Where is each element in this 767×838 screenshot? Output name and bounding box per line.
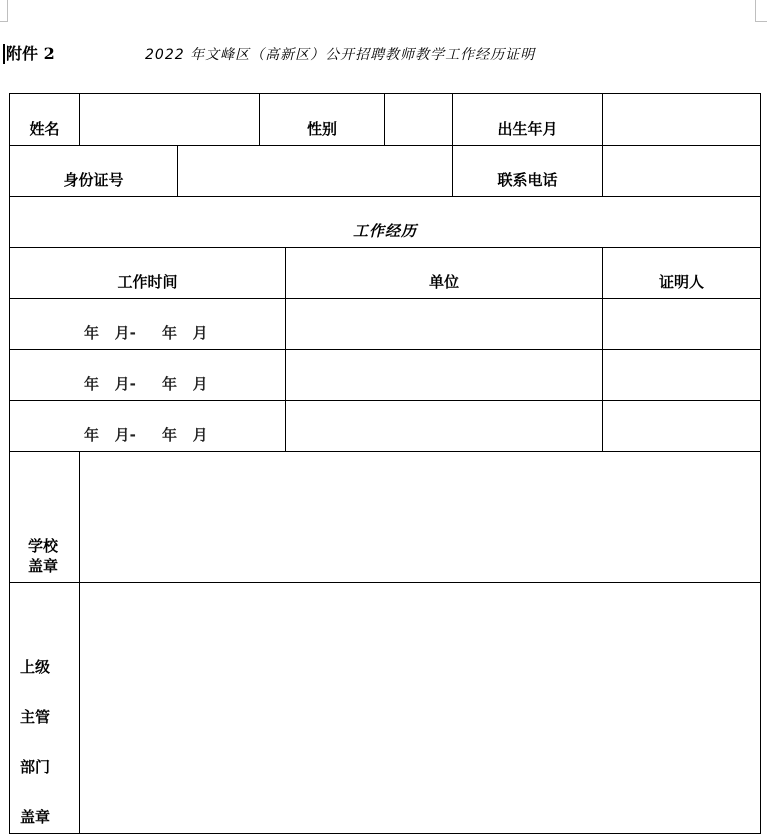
basic-info-row-2 <box>10 146 761 197</box>
page-corner-mark-right <box>755 0 767 22</box>
unit-cell[interactable] <box>286 299 603 350</box>
unit-cell[interactable] <box>286 401 603 452</box>
work-time-cell[interactable]: 年 月- 年 月 <box>10 401 286 452</box>
id-number-value-cell[interactable] <box>178 146 453 197</box>
gender-label: 性别 <box>260 94 385 146</box>
birth-label: 出生年月 <box>453 94 603 146</box>
gender-value-cell[interactable] <box>385 94 453 146</box>
upper-stamp-line-1: 上级 <box>20 658 51 676</box>
basic-info-row-1 <box>10 94 761 146</box>
name-value-cell[interactable] <box>80 94 260 146</box>
work-time-cell[interactable]: 年 月- 年 月 <box>10 299 286 350</box>
attachment-label: 附件 2 <box>6 44 55 63</box>
section-title-row <box>10 197 761 248</box>
table-row <box>10 299 761 350</box>
text-cursor <box>3 44 5 64</box>
school-stamp-line-1: 学校 <box>28 537 59 555</box>
work-history-title: 工作经历 <box>10 197 761 248</box>
school-stamp-area[interactable] <box>80 452 761 583</box>
upper-stamp-area[interactable] <box>80 583 761 834</box>
document-title: 2022 年文峰区（高新区）公开招聘教师教学工作经历证明 <box>145 47 536 63</box>
column-header-row <box>10 248 761 299</box>
phone-value-cell[interactable] <box>603 146 761 197</box>
school-stamp-label <box>10 452 80 583</box>
table-row <box>10 350 761 401</box>
phone-label: 联系电话 <box>453 146 603 197</box>
school-stamp-line-2: 盖章 <box>28 557 59 575</box>
table-row <box>10 401 761 452</box>
upper-stamp-label <box>10 583 80 834</box>
unit-header: 单位 <box>286 248 603 299</box>
work-time-cell[interactable]: 年 月- 年 月 <box>10 350 286 401</box>
upper-stamp-line-2: 主管 <box>20 708 51 726</box>
id-number-label: 身份证号 <box>10 146 178 197</box>
witness-cell[interactable] <box>603 299 761 350</box>
page-corner-mark-left <box>0 0 8 22</box>
witness-cell[interactable] <box>603 350 761 401</box>
name-label: 姓名 <box>10 94 80 146</box>
unit-cell[interactable] <box>286 350 603 401</box>
witness-header: 证明人 <box>603 248 761 299</box>
upper-department-stamp-row <box>10 583 761 834</box>
upper-stamp-line-4: 盖章 <box>20 808 51 826</box>
birth-value-cell[interactable] <box>603 94 761 146</box>
upper-stamp-line-3: 部门 <box>20 758 51 776</box>
witness-cell[interactable] <box>603 401 761 452</box>
work-experience-form <box>9 93 761 834</box>
work-time-header: 工作时间 <box>10 248 286 299</box>
school-stamp-row <box>10 452 761 583</box>
